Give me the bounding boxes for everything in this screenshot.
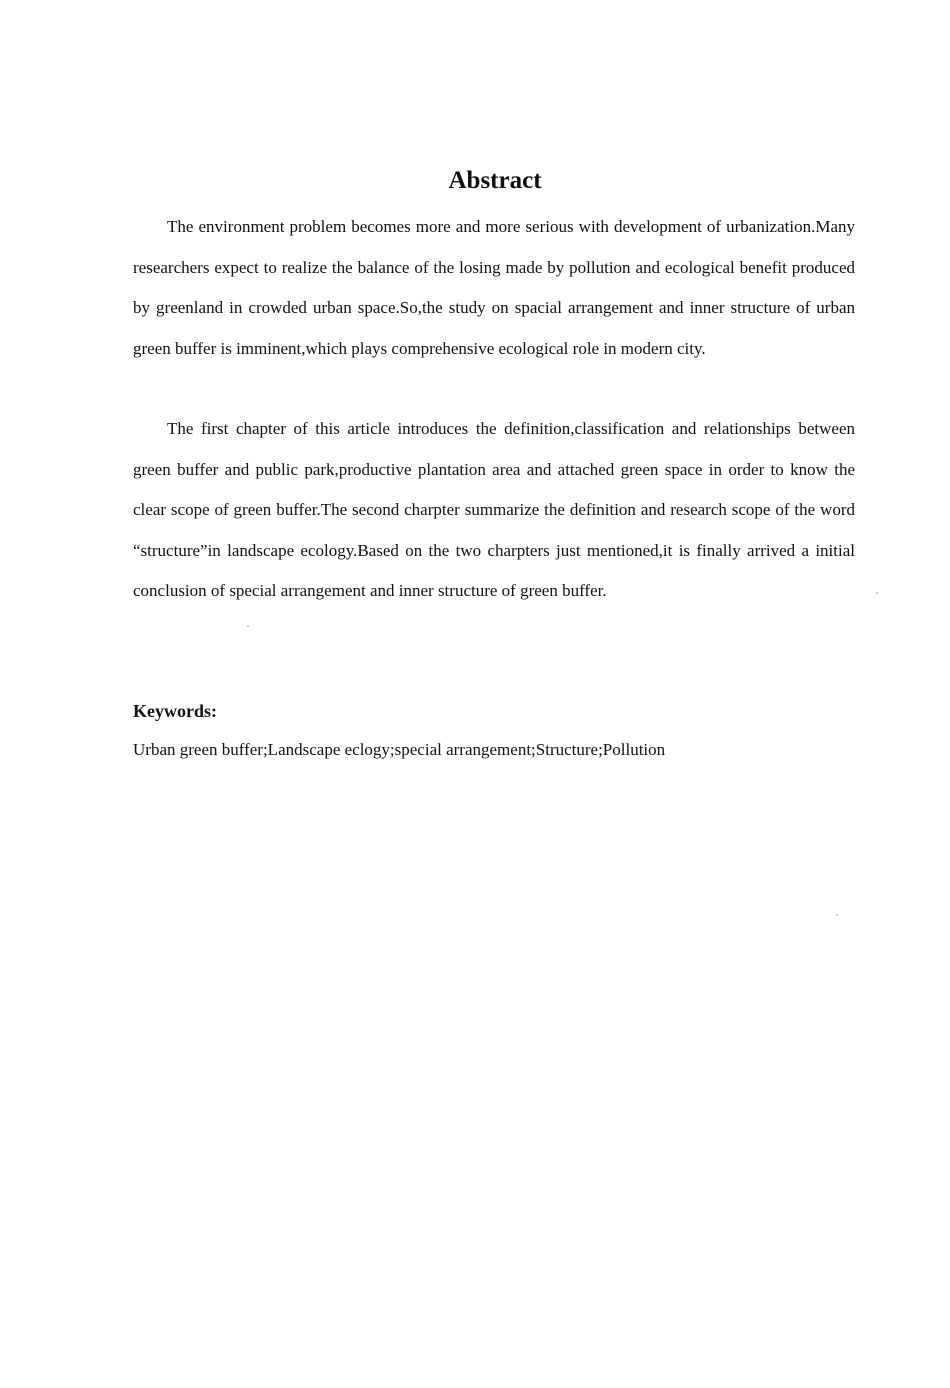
- scan-speck: [876, 592, 878, 594]
- abstract-paragraph-2: The first chapter of this article introduces the definition,classification and relationships between green buffer and public park,productive plantation area and attached green space in order to know the clear scope of green buffer.The second charpter summarize the definition and research scope of the word “structure”in landscape ecology.Based on the two charpters just mentioned,it is finally arrived a initial conclusion of special arrangement and inner structure of green buffer.: [133, 419, 855, 600]
- abstract-title: Abstract: [448, 167, 542, 194]
- keywords-list: Urban green buffer;Landscape eclogy;special arrangement;Structure;Pollution: [133, 740, 666, 759]
- scan-speck: [836, 914, 838, 916]
- abstract-paragraph-1: The environment problem becomes more and more serious with development of urbanization.Many researchers expect to realize the balance of the losing made by pollution and ecological benefit produced by greenland in crowded urban space.So,the study on spacial arrangement and inner structure of urban green buffer is imminent,which plays comprehensive ecological role in modern city.: [133, 217, 855, 358]
- scan-speck: [247, 625, 249, 627]
- keywords-heading: Keywords:: [133, 701, 217, 721]
